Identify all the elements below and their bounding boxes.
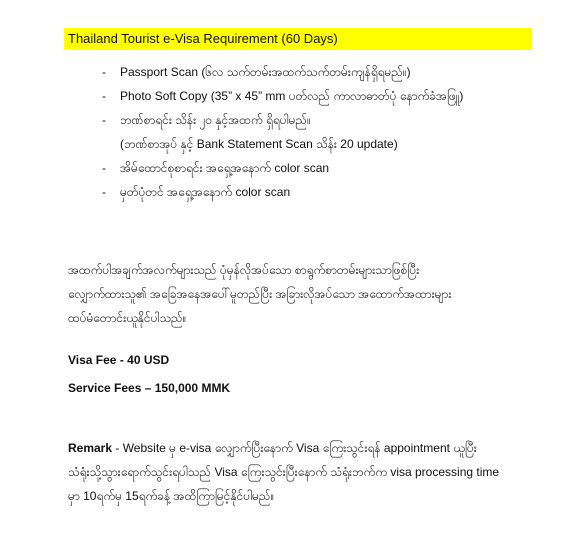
requirement-text: အိမ်ထောင်စုစာရင်း အရှေ့အနောက် color scan	[120, 161, 330, 175]
remark-line: သံရုံးသို့သွားရောက်သွင်းရပါသည် Visa ကြေးသွင်းပြီးနောက် သံရုံးဘက်က visa processing time	[68, 465, 500, 479]
requirement-text: (ဘဏ်စာအုပ် နှင့် Bank Statement Scan သိန်း 20 update)	[120, 137, 398, 151]
remark-label: Remark	[68, 441, 113, 455]
requirement-text: Photo Soft Copy (35” x 45” mm ပတ်လည် ကာလာဓာတ်ပုံ နောက်ခံအဖြူ)	[120, 89, 464, 103]
info-paragraph	[68, 258, 528, 330]
paragraph-line: အထက်ပါအချက်အလက်များသည် ပုံမှန်လိုအပ်သော စာရွက်စာတမ်းများသာဖြစ်ပြီး	[68, 263, 420, 277]
remark-section	[68, 436, 538, 508]
list-dash: -	[102, 185, 106, 199]
paragraph-line: ထပ်မံတောင်းယူနိုင်ပါသည်။	[68, 311, 187, 325]
visa-fee: Visa Fee - 40 USD	[68, 353, 170, 367]
remark-line: မှာ 10ရက်မှ 15ရက်ခန့် အထိကြာမြင့်နိုင်ပါမည်။	[68, 489, 275, 503]
requirement-text: မှတ်ပုံတင် အရှေ့အနောက် color scan	[120, 185, 291, 199]
requirement-text: ဘဏ်စာရင်း သိန်း ၂၀ နှင့်အထက် ရှိရပါမည်။	[120, 113, 311, 127]
list-dash: -	[102, 65, 106, 79]
service-fee: Service Fees – 150,000 MMK	[68, 381, 231, 395]
requirement-text: Passport Scan (၆လ သက်တမ်းအထက်သက်တမ်းကျန်ရှိရမည်။)	[120, 65, 411, 79]
document-title: Thailand Tourist e-Visa Requirement (60 Days)	[64, 28, 532, 50]
remark-line	[68, 436, 538, 460]
list-dash: -	[102, 161, 106, 175]
paragraph-line: လျှောက်ထားသူ၏ အခြေအနေအပေါ်မူတည်ပြီး အခြားလိုအပ်သော အထောက်အထားများ	[68, 287, 452, 301]
list-dash: -	[102, 113, 106, 127]
list-dash: -	[102, 89, 106, 103]
remark-text: - Website မှ e-visa လျှောက်ပြီးနောက် Visa ကြေးသွင်းရန် appointment ယူပြီး	[112, 441, 477, 455]
